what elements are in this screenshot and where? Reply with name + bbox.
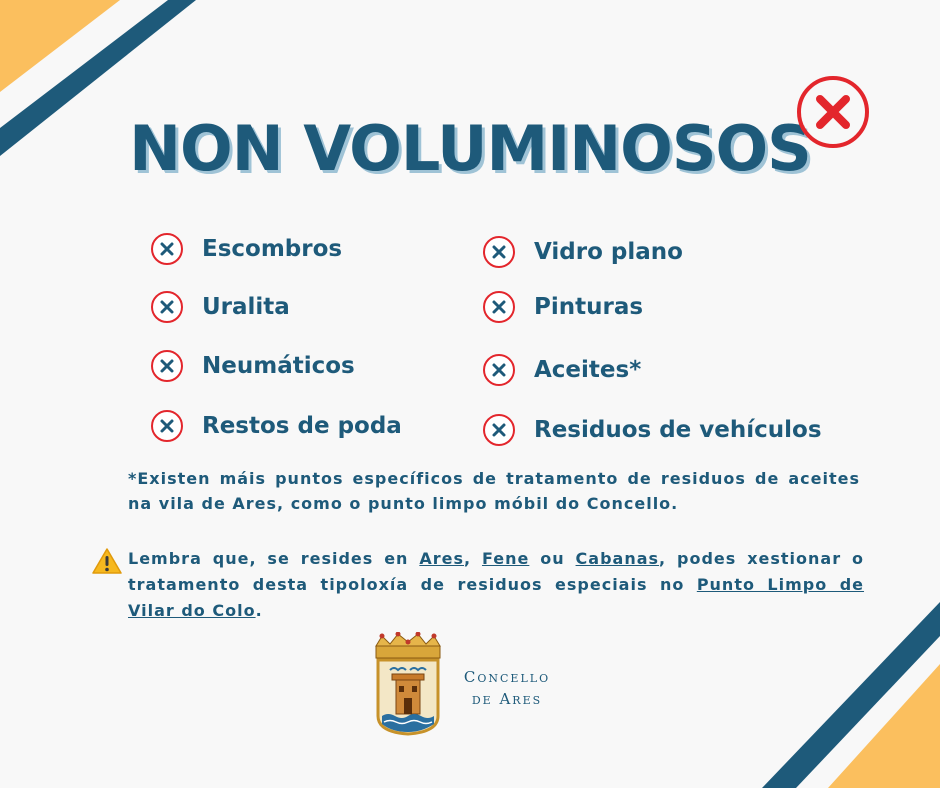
logo-line-1: Concello <box>463 668 551 686</box>
link-cabanas[interactable]: Cabanas <box>575 549 660 568</box>
list-item <box>482 413 822 447</box>
list-item <box>482 235 683 269</box>
item-label: Residuos de vehículos <box>534 417 822 443</box>
item-label: Vidro plano <box>534 239 683 265</box>
reminder-text-part: , <box>464 549 482 568</box>
top-left-yellow-triangle <box>0 0 120 92</box>
concello-logo-text <box>446 666 568 710</box>
link-ares[interactable]: Ares <box>419 549 464 568</box>
item-label: Aceites* <box>534 357 642 383</box>
x-circle-icon <box>150 349 184 383</box>
list-item <box>150 349 355 383</box>
warning-icon <box>92 548 122 574</box>
x-circle-icon <box>482 413 516 447</box>
aceites-footnote: *Existen máis puntos específicos de tratamento de residuos de aceites na vila de Ares, como o punto limpo móbil do Concello. <box>128 469 860 513</box>
x-circle-icon <box>482 353 516 387</box>
list-item <box>482 290 643 324</box>
item-label: Pinturas <box>534 294 644 320</box>
list-item <box>150 290 290 324</box>
list-item <box>150 409 402 443</box>
x-circle-icon <box>150 232 184 266</box>
item-label: Uralita <box>202 294 290 320</box>
item-label: Restos de poda <box>202 413 402 439</box>
logo-line-2: de Ares <box>471 690 543 708</box>
link-punto-limpo[interactable]: Punto Limpo de Vilar do Colo <box>128 575 865 620</box>
list-item <box>482 353 641 387</box>
x-circle-icon <box>150 409 184 443</box>
title-cross-icon <box>795 74 875 154</box>
page-title: NON VOLUMINOSOS <box>129 112 811 185</box>
item-label: Neumáticos <box>202 353 355 379</box>
link-fene[interactable]: Fene <box>481 549 530 568</box>
reminder-text-part: ou <box>529 549 576 568</box>
coat-of-arms-icon <box>372 632 444 736</box>
list-item <box>150 232 342 266</box>
x-circle-icon <box>150 290 184 324</box>
reminder-text-part: . <box>255 601 263 620</box>
item-label: Escombros <box>202 236 343 262</box>
x-circle-icon <box>482 290 516 324</box>
x-circle-icon <box>482 235 516 269</box>
reminder-text <box>128 546 864 624</box>
reminder-text-part: Lembra que, se resides en <box>128 549 420 568</box>
reminder-text-part: , podes xestionar o tratamento desta tipoloxía de residuos especiais no <box>128 549 864 594</box>
